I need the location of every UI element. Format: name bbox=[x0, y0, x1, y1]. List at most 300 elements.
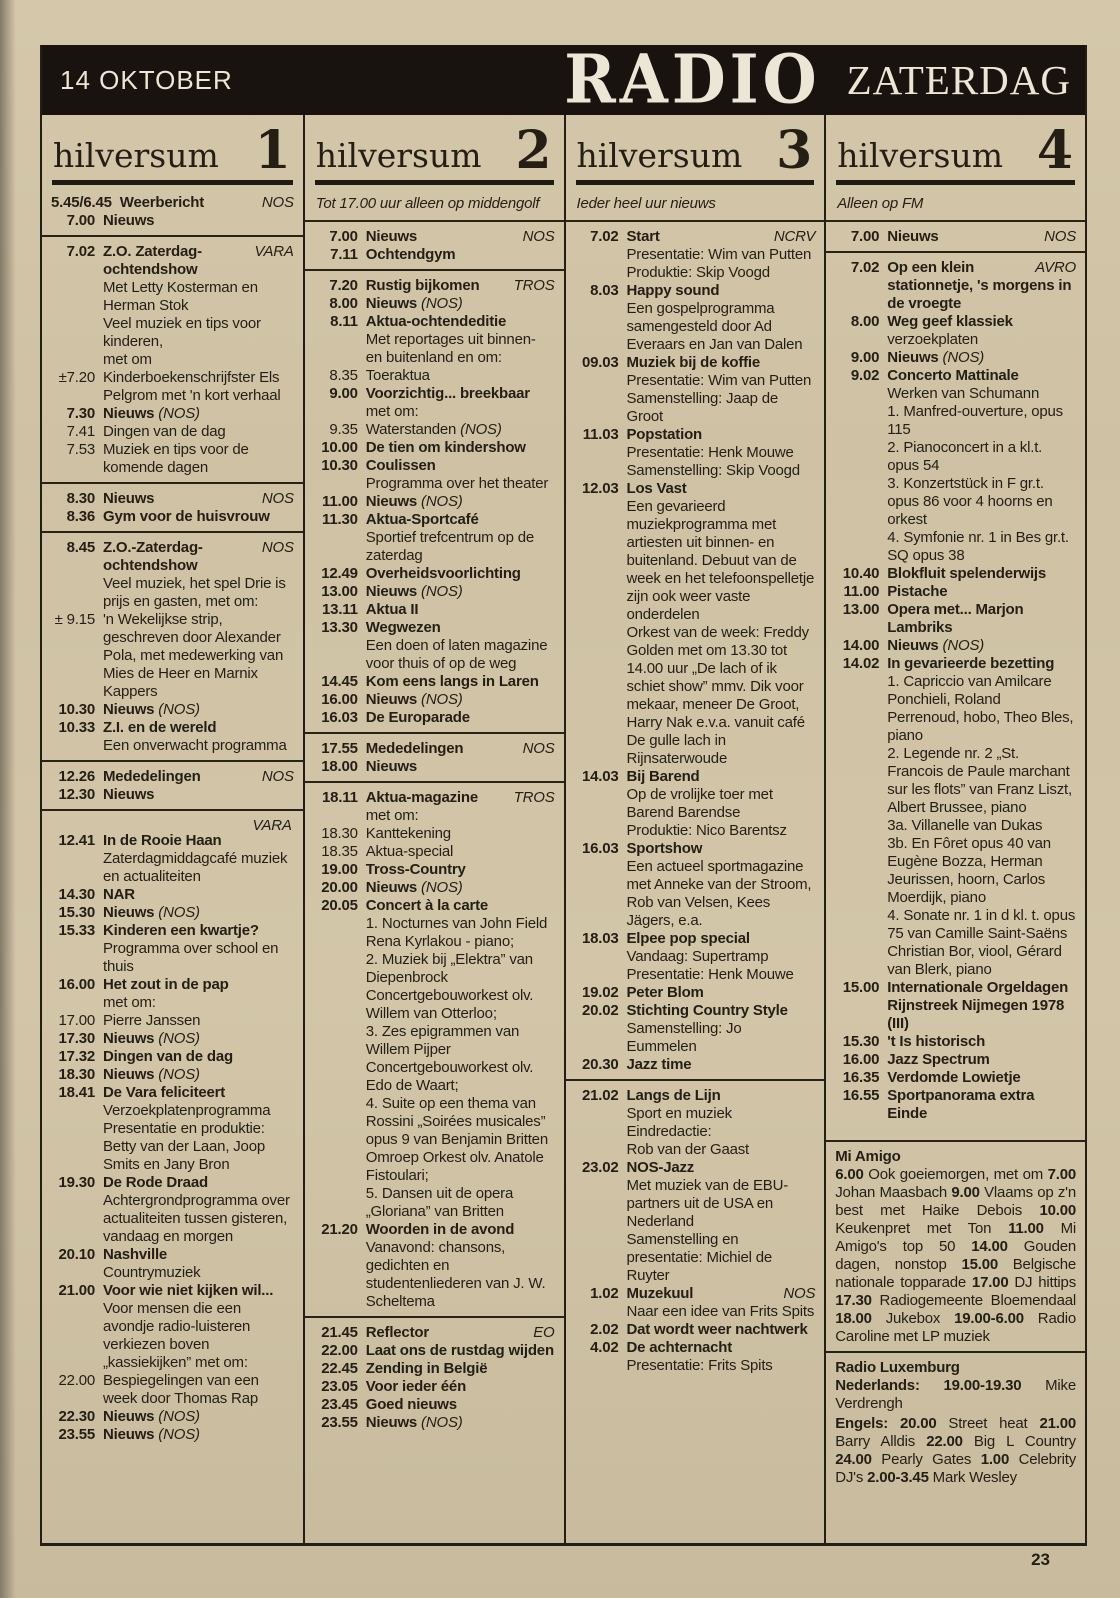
page-number: 23 bbox=[1031, 1550, 1050, 1569]
program-title: Nieuws bbox=[887, 348, 939, 366]
program-body bbox=[366, 228, 555, 246]
program-entry bbox=[575, 840, 816, 930]
program-time bbox=[835, 1105, 887, 1123]
network-suffix: (NOS) bbox=[154, 1407, 200, 1425]
program-title: Nieuws bbox=[365, 690, 418, 708]
program-title: Voorzichtig... breekbaar bbox=[365, 384, 530, 402]
program-title: Sportpanorama extra bbox=[887, 1086, 1035, 1104]
program-description: Omroep Orkest olv. Anatole Fistoulari; bbox=[365, 1148, 544, 1184]
network-suffix: (NOS) bbox=[456, 420, 502, 438]
program-description: Naar een idee van Frits Spits bbox=[626, 1302, 815, 1320]
network-suffix: (NOS) bbox=[154, 903, 200, 921]
program-description: Presentatie: Henk Mouwe bbox=[626, 965, 794, 983]
program-body bbox=[627, 840, 816, 930]
program-title: Pistache bbox=[887, 582, 948, 600]
program-entry bbox=[51, 490, 294, 508]
program-time: 22.00 bbox=[321, 1341, 358, 1359]
program-description: 2. Pianoconcert in a kl.t. opus 54 bbox=[887, 438, 1043, 474]
program-description: 5. Dansen uit de opera „Gloriana” van Britten bbox=[365, 1184, 514, 1220]
station-schedule-text: 6.00 Ook goeiemorgen, met om 7.00 Johan Maasbach 9.00 Vlaams op z'n best met Haike Debois 10.00 Keukenpret met Ton 11.00 Mi Amigo's top 50 14.00 Gouden dagen, nonstop 15.00 Belgische nationale topparade 17.00 DJ hittips 17.30 Radiogemeente Bloemendaal 18.00 Jukebox 19.00-6.00 Radio Caroline met LP muziek bbox=[835, 1165, 1077, 1345]
header-bar bbox=[42, 40, 1085, 119]
program-entry bbox=[575, 1087, 816, 1159]
program-time: 8.35 bbox=[329, 366, 358, 384]
program-title: Ochtendgym bbox=[365, 245, 456, 263]
program-time: 20.30 bbox=[581, 1055, 619, 1073]
program-body bbox=[366, 1360, 555, 1378]
program-body bbox=[366, 583, 555, 601]
program-entry bbox=[835, 979, 1076, 1033]
program-time: 8.36 bbox=[66, 507, 95, 525]
program-title: Nieuws bbox=[103, 903, 155, 921]
program-entry bbox=[835, 1033, 1076, 1051]
program-title: Start bbox=[626, 227, 660, 245]
program-body bbox=[366, 789, 555, 825]
program-description: 1. Nocturnes van John Field bbox=[365, 914, 548, 932]
program-entry bbox=[314, 758, 555, 776]
channel-column-hilversum-3 bbox=[564, 115, 825, 1546]
program-body bbox=[887, 979, 1076, 1033]
channel-name: hilversum bbox=[576, 135, 743, 175]
program-entry bbox=[575, 768, 816, 840]
program-entry bbox=[575, 930, 816, 984]
program-time: 20.00 bbox=[321, 878, 358, 896]
program-body bbox=[887, 1087, 1076, 1105]
channel-number: 1 bbox=[254, 120, 291, 181]
program-time: 7.11 bbox=[330, 245, 358, 263]
program-description: Eindredactie: bbox=[626, 1122, 712, 1140]
program-time: 7.00 bbox=[329, 227, 358, 245]
program-title: Nieuws bbox=[103, 211, 155, 229]
program-body bbox=[366, 673, 555, 691]
program-body bbox=[103, 832, 294, 886]
program-title: Woorden in de avond bbox=[365, 1220, 515, 1238]
program-body bbox=[103, 719, 294, 755]
network-label: NCRV bbox=[773, 227, 816, 245]
program-entry bbox=[575, 1002, 816, 1056]
program-time: 23.45 bbox=[321, 1395, 358, 1413]
program-entry bbox=[51, 441, 294, 477]
program-body bbox=[627, 282, 816, 354]
program-description: 2. Legende nr. 2 „St. Francois de Paule marchant sur les flots” van Franz Liszt, Albert Brussee, piano bbox=[887, 744, 1072, 816]
program-title: Reflector bbox=[365, 1323, 429, 1341]
program-entry bbox=[51, 1066, 294, 1084]
program-title: Nieuws bbox=[365, 582, 418, 600]
program-entry bbox=[51, 1174, 294, 1246]
program-entry bbox=[314, 601, 555, 619]
program-description: Christian Bor, viool, Gérard van Blerk, piano bbox=[887, 942, 1062, 978]
program-time: 8.00 bbox=[329, 294, 358, 312]
program-entry bbox=[51, 369, 294, 405]
program-title: In de Rooie Haan bbox=[103, 831, 222, 849]
program-title: Rustig bijkomen bbox=[365, 276, 480, 294]
program-entry bbox=[314, 1378, 555, 1396]
program-time: ± 9.15 bbox=[54, 610, 95, 628]
program-description: 3b. En Fôret opus 40 van Eugène Bozza, Herman Jeurissen, hoorn, Carlos Moerdijk, piano bbox=[887, 834, 1051, 906]
program-time: 18.41 bbox=[58, 1083, 95, 1101]
program-entry bbox=[575, 1285, 816, 1321]
program-body bbox=[366, 709, 555, 727]
program-description: Sportief trefcentrum op de zaterdag bbox=[365, 528, 534, 564]
program-time: 10.33 bbox=[58, 718, 95, 736]
program-time: 7.02 bbox=[590, 227, 619, 245]
divider-rule bbox=[42, 760, 303, 762]
program-title: Mededelingen bbox=[365, 739, 464, 757]
program-description: 4. Suite op een thema van Rossini „Soirées musicales” opus 9 van Benjamin Britten bbox=[365, 1094, 548, 1148]
program-time: 19.00 bbox=[321, 860, 358, 878]
program-time: 16.35 bbox=[842, 1068, 880, 1086]
program-time: 13.30 bbox=[321, 618, 358, 636]
divider-rule bbox=[826, 1140, 1085, 1142]
program-title: Overheidsvoorlichting bbox=[365, 564, 521, 582]
program-title: Jazz time bbox=[626, 1055, 692, 1073]
program-body bbox=[103, 886, 294, 904]
program-entry bbox=[314, 1324, 555, 1342]
program-body bbox=[366, 367, 555, 385]
program-entry bbox=[314, 1360, 555, 1378]
channel-name: hilversum bbox=[53, 135, 219, 175]
network-label: AVRO bbox=[1035, 258, 1076, 276]
program-time: 16.55 bbox=[842, 1086, 880, 1104]
program-title: Nashville bbox=[103, 1245, 168, 1263]
program-body bbox=[627, 930, 816, 984]
program-entry bbox=[314, 709, 555, 727]
program-time: 7.30 bbox=[66, 404, 95, 422]
program-title: In gevarieerde bezetting bbox=[887, 654, 1055, 672]
program-title: Toeraktua bbox=[365, 366, 430, 384]
program-entry bbox=[314, 277, 555, 295]
program-entry bbox=[314, 740, 555, 758]
program-entry bbox=[835, 228, 1076, 246]
program-time: 09.03 bbox=[581, 353, 619, 371]
program-entry bbox=[314, 1396, 555, 1414]
program-title: Einde bbox=[887, 1104, 928, 1122]
program-time: 7.00 bbox=[850, 227, 880, 245]
program-title: Aktua-Sportcafé bbox=[365, 510, 479, 528]
program-time: 13.00 bbox=[842, 600, 880, 618]
program-description: Presentatie: Wim van Putten bbox=[626, 371, 812, 389]
program-title: Los Vast bbox=[626, 479, 687, 497]
program-title: Stichting Country Style bbox=[626, 1001, 788, 1019]
program-time: 16.00 bbox=[321, 690, 358, 708]
channel-name: hilversum bbox=[315, 135, 482, 175]
program-description: 1. Capriccio van Amilcare Ponchieli, Roland Perrenoud, hobo, Theo Bles, piano bbox=[887, 672, 1074, 744]
program-body bbox=[103, 405, 294, 423]
program-body bbox=[103, 611, 294, 701]
program-description: Samenstelling en presentatie: Michiel de Ruyter bbox=[626, 1230, 772, 1284]
program-time: 8.11 bbox=[330, 312, 358, 330]
program-title: Aktua-ochtendeditie bbox=[365, 312, 507, 330]
program-entry bbox=[51, 212, 294, 230]
program-body bbox=[887, 228, 1076, 246]
program-body bbox=[887, 601, 1076, 637]
program-body bbox=[103, 423, 294, 441]
program-time: 13.11 bbox=[322, 600, 358, 618]
program-entry bbox=[835, 367, 1076, 565]
program-time: 5.45/6.45 bbox=[51, 193, 112, 211]
program-entry bbox=[51, 405, 294, 423]
program-title: Voor wie niet kijken wil... bbox=[103, 1281, 274, 1299]
weekday-label: ZATERDAG bbox=[846, 56, 1071, 103]
program-entry bbox=[575, 1159, 816, 1285]
program-title: Muziek en tips voor de komende dagen bbox=[103, 440, 249, 476]
program-body bbox=[103, 490, 294, 508]
program-description: Produktie: Nico Barentsz bbox=[626, 821, 787, 839]
program-entry bbox=[314, 843, 555, 861]
network-suffix: (NOS) bbox=[417, 294, 463, 312]
program-title: Z.O. Zaterdag-ochtendshow bbox=[103, 242, 202, 278]
program-title: Op een klein stationnetje, 's morgens in de vroegte bbox=[887, 258, 1072, 312]
program-time: 12.03 bbox=[581, 479, 619, 497]
program-title: Verdomde Lowietje bbox=[887, 1068, 1021, 1086]
program-entry bbox=[314, 879, 555, 897]
program-entry bbox=[835, 583, 1076, 601]
program-description: Presentatie: Wim van Putten bbox=[626, 245, 812, 263]
program-description: Met reportages uit binnen- en buitenland en om: bbox=[365, 330, 536, 366]
program-entry bbox=[51, 1030, 294, 1048]
program-body bbox=[366, 511, 555, 565]
program-title: Goed nieuws bbox=[365, 1395, 457, 1413]
network-label: EO bbox=[533, 1323, 555, 1341]
program-body bbox=[627, 1285, 816, 1321]
program-time: 14.03 bbox=[581, 767, 619, 785]
program-description: Een doen of laten magazine voor thuis of op de weg bbox=[365, 636, 548, 672]
program-entry bbox=[575, 1321, 816, 1339]
channel-column-hilversum-2 bbox=[303, 115, 564, 1546]
program-entry bbox=[835, 349, 1076, 367]
program-entry bbox=[835, 637, 1076, 655]
program-entry bbox=[314, 246, 555, 264]
program-entry bbox=[51, 1246, 294, 1282]
program-entry bbox=[314, 493, 555, 511]
program-entry bbox=[51, 922, 294, 976]
program-entry bbox=[314, 295, 555, 313]
program-time: 8.00 bbox=[850, 312, 880, 330]
program-description: Voor mensen die een avondje radio-luisteren verkiezen boven „kassiekijken” met om: bbox=[103, 1299, 251, 1371]
program-time: 12.49 bbox=[321, 564, 358, 582]
program-body bbox=[103, 508, 294, 526]
program-time: 17.32 bbox=[58, 1047, 95, 1065]
program-time: 7.00 bbox=[66, 211, 95, 229]
program-entry bbox=[575, 1056, 816, 1074]
program-body bbox=[103, 1426, 294, 1444]
program-time: 23.55 bbox=[58, 1425, 95, 1443]
station-section-title: Mi Amigo bbox=[835, 1147, 901, 1165]
program-time: 10.30 bbox=[321, 456, 358, 474]
program-description: Een actueel sportmagazine met Anneke van der Stroom, Rob van Velsen, Kees Jägers, e.a. bbox=[626, 857, 812, 929]
program-description: Een onverwacht programma bbox=[103, 736, 287, 754]
program-time: 18.35 bbox=[321, 842, 358, 860]
program-body bbox=[103, 539, 294, 611]
program-entry bbox=[314, 619, 555, 673]
program-entry bbox=[314, 825, 555, 843]
program-description: Presentatie: Henk Mouwe bbox=[626, 443, 794, 461]
program-time: 9.35 bbox=[329, 420, 358, 438]
program-body bbox=[887, 655, 1076, 979]
program-time: 23.02 bbox=[581, 1158, 619, 1176]
program-title: Concert à la carte bbox=[365, 896, 489, 914]
program-time: 8.45 bbox=[66, 538, 95, 556]
program-description: Een gevarieerd muziekprogramma met artiesten uit binnen- en buitenland. Debuut van de week en het telefoonspelletje zijn ook weer vaste onderdelen bbox=[626, 497, 815, 623]
program-entry bbox=[835, 313, 1076, 349]
program-entry bbox=[575, 480, 816, 768]
program-description: met om: bbox=[365, 806, 419, 824]
program-time: 8.03 bbox=[590, 281, 619, 299]
program-body bbox=[366, 313, 555, 367]
program-title: Bij Barend bbox=[626, 767, 700, 785]
network-label: NOS bbox=[522, 227, 555, 245]
network-label: VARA bbox=[254, 242, 294, 260]
program-title: De achternacht bbox=[626, 1338, 733, 1356]
network-label: TROS bbox=[513, 788, 555, 806]
program-body bbox=[887, 1051, 1076, 1069]
program-description: 3a. Villanelle van Dukas bbox=[887, 816, 1043, 834]
program-entry bbox=[575, 228, 816, 282]
program-time: 18.11 bbox=[322, 788, 358, 806]
program-time: 20.10 bbox=[58, 1245, 95, 1263]
program-time: 16.03 bbox=[321, 708, 358, 726]
program-entry bbox=[314, 565, 555, 583]
network-label: NOS bbox=[783, 1284, 816, 1302]
program-body bbox=[366, 421, 555, 439]
program-title: Coulissen bbox=[365, 456, 436, 474]
program-body bbox=[120, 194, 294, 212]
program-description: 3. Konzertstück in F gr.t. opus 86 voor 4 hoorns en orkest bbox=[887, 474, 1053, 528]
program-body bbox=[627, 768, 816, 840]
program-title: Nieuws bbox=[365, 878, 418, 896]
program-entry bbox=[51, 701, 294, 719]
program-entry bbox=[835, 1087, 1076, 1105]
program-description: Veel muziek, het spel Drie is prijs en gasten, met om: bbox=[103, 574, 286, 610]
program-body bbox=[627, 480, 816, 768]
program-body bbox=[366, 246, 555, 264]
program-time: 8.30 bbox=[66, 489, 95, 507]
channel-columns bbox=[42, 115, 1085, 1546]
program-description: Werken van Schumann bbox=[887, 384, 1040, 402]
program-entry bbox=[575, 1339, 816, 1375]
network-suffix: (NOS) bbox=[154, 1029, 200, 1047]
program-description: Sport en muziek bbox=[626, 1104, 732, 1122]
program-title: Aktua-magazine bbox=[365, 788, 478, 806]
program-title: Nieuws bbox=[887, 227, 939, 245]
program-body bbox=[887, 313, 1076, 349]
program-time: 19.30 bbox=[58, 1173, 95, 1191]
program-description: Vanavond: chansons, gedichten en studentenliederen van J. W. Scheltema bbox=[365, 1238, 546, 1310]
program-title: Muziek bij de koffie bbox=[626, 353, 761, 371]
program-description: Countrymuziek bbox=[103, 1263, 201, 1281]
program-body bbox=[366, 691, 555, 709]
program-time: 9.00 bbox=[850, 348, 880, 366]
program-title: Het zout in de pap bbox=[103, 975, 229, 993]
program-time: 7.53 bbox=[66, 440, 95, 458]
program-body bbox=[366, 277, 555, 295]
program-title: Nieuws bbox=[103, 1065, 155, 1083]
program-time: 17.30 bbox=[58, 1029, 95, 1047]
program-title: Dat wordt weer nachtwerk bbox=[626, 1320, 808, 1338]
program-title: Laat ons de rustdag wijden bbox=[365, 1341, 554, 1359]
program-body bbox=[366, 1378, 555, 1396]
program-title: Voor ieder één bbox=[365, 1377, 467, 1395]
program-time: 12.30 bbox=[58, 785, 95, 803]
divider-rule bbox=[305, 781, 564, 783]
program-time: 10.30 bbox=[58, 700, 95, 718]
program-time: 13.00 bbox=[321, 582, 358, 600]
program-time: 22.45 bbox=[321, 1359, 358, 1377]
program-entry bbox=[51, 768, 294, 786]
program-entry bbox=[51, 886, 294, 904]
program-title: Zending in België bbox=[365, 1359, 488, 1377]
divider-rule bbox=[826, 1351, 1085, 1353]
program-entry bbox=[51, 423, 294, 441]
network-label: NOS bbox=[1044, 227, 1076, 245]
program-entry bbox=[51, 1012, 294, 1030]
program-description: Samenstelling: Jo Eummelen bbox=[626, 1019, 742, 1055]
program-description: Vandaag: Supertramp bbox=[626, 947, 769, 965]
program-time: 14.00 bbox=[842, 636, 880, 654]
program-body bbox=[887, 349, 1076, 367]
channel-header bbox=[51, 120, 294, 181]
program-body bbox=[627, 1002, 816, 1056]
program-description: Met Letty Kosterman en Herman Stok bbox=[103, 278, 258, 314]
program-title: Nieuws bbox=[365, 492, 418, 510]
program-time: 12.26 bbox=[58, 767, 95, 785]
channel-number: 3 bbox=[776, 120, 813, 181]
program-time: 11.03 bbox=[582, 425, 619, 443]
program-title: Waterstanden bbox=[365, 420, 457, 438]
program-body bbox=[103, 1084, 294, 1174]
divider-rule bbox=[566, 1079, 825, 1081]
divider-rule bbox=[826, 251, 1085, 253]
program-entry bbox=[314, 583, 555, 601]
program-description: Concertgebouworkest olv. Edo de Waart; bbox=[365, 1058, 534, 1094]
program-title: Weerbericht bbox=[119, 193, 204, 211]
program-body bbox=[887, 1033, 1076, 1051]
program-entry bbox=[575, 984, 816, 1002]
program-time: 20.05 bbox=[321, 896, 358, 914]
program-time: 11.00 bbox=[843, 582, 880, 600]
program-entry bbox=[575, 354, 816, 426]
spacer bbox=[835, 1123, 1076, 1135]
program-body bbox=[887, 367, 1076, 565]
program-time: 21.20 bbox=[321, 1220, 358, 1238]
program-title: Nieuws bbox=[365, 757, 418, 775]
program-entry bbox=[835, 1051, 1076, 1069]
station-schedule-text: Nederlands: 19.00-19.30 Mike Verdrengh bbox=[835, 1376, 1077, 1412]
network-suffix: (NOS) bbox=[154, 1065, 200, 1083]
divider-rule bbox=[42, 482, 303, 484]
station-section-title: Radio Luxemburg bbox=[835, 1358, 960, 1376]
program-body bbox=[366, 439, 555, 457]
program-description: Orkest van de week: Freddy Golden met om 13.30 tot 14.00 uur „De lach of ik schiet show” mmv. Dik voor mekaar, meneer De Groot, Harry Nak e.v.a. vanuit café De gulle lach in Rijnsaterwoude bbox=[626, 623, 809, 767]
program-listing bbox=[575, 194, 816, 1375]
program-body bbox=[103, 1048, 294, 1066]
radio-masthead: RADIO bbox=[564, 40, 821, 119]
program-time: 9.02 bbox=[850, 366, 880, 384]
program-title: Internationale Orgeldagen Rijnstreek Nijmegen 1978 (III) bbox=[887, 978, 1069, 1032]
program-entry bbox=[314, 789, 555, 825]
program-time: 15.30 bbox=[842, 1032, 880, 1050]
program-body bbox=[627, 1321, 816, 1339]
program-title: Jazz Spectrum bbox=[887, 1050, 990, 1068]
program-body bbox=[627, 1159, 816, 1285]
program-body bbox=[103, 922, 294, 976]
program-time: 4.02 bbox=[590, 1338, 619, 1356]
program-title: NAR bbox=[103, 885, 135, 903]
program-time: 10.00 bbox=[321, 438, 358, 456]
program-description: Rena Kyrlakou - piano; bbox=[365, 932, 514, 950]
divider-rule bbox=[826, 220, 1085, 222]
program-body bbox=[103, 243, 294, 369]
program-title: Pierre Janssen bbox=[103, 1011, 201, 1029]
